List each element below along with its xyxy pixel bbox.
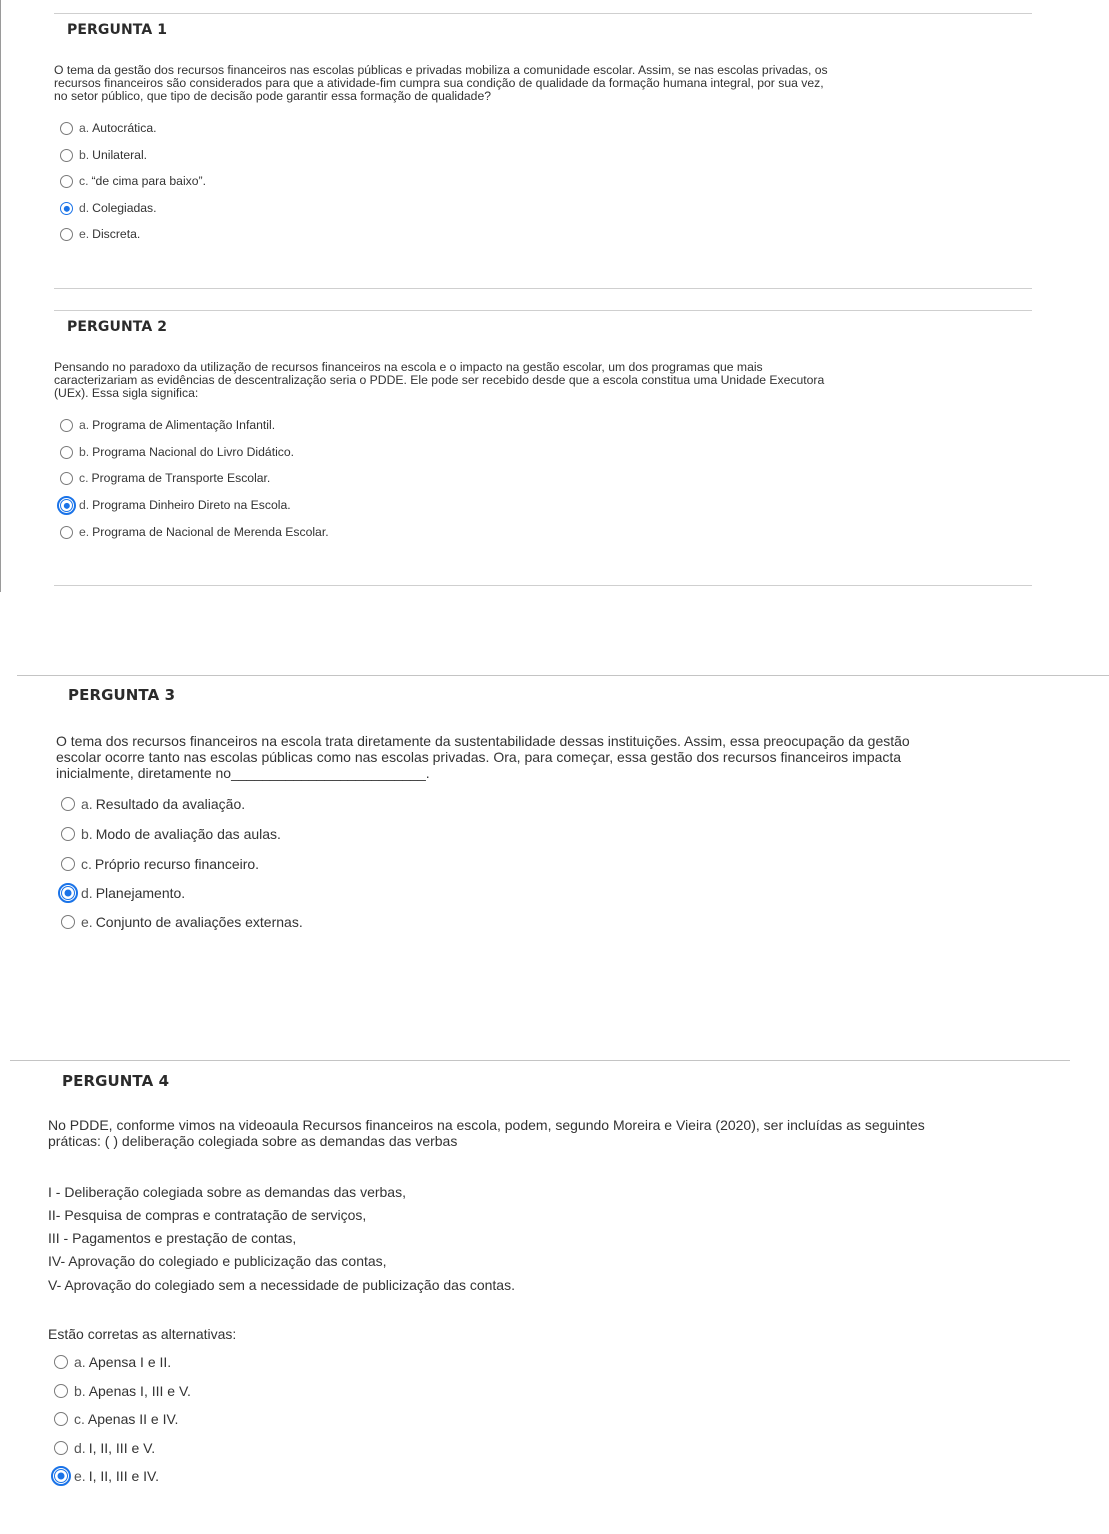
option-letter: b. [79, 148, 90, 162]
option-letter: c. [81, 856, 92, 872]
radio-unchecked-icon[interactable] [61, 915, 75, 929]
radio-unchecked-icon[interactable] [60, 228, 73, 241]
radio-unchecked-icon[interactable] [54, 1384, 68, 1398]
option-letter: a. [81, 796, 93, 812]
radio-unchecked-icon[interactable] [61, 797, 75, 811]
question-3-option-c[interactable] [61, 856, 259, 872]
option-letter: e. [74, 1468, 86, 1484]
question-1-option-b[interactable] [60, 149, 147, 162]
radio-unchecked-icon[interactable] [60, 526, 73, 539]
question-2-option-c[interactable] [60, 472, 270, 485]
option-label: Programa Nacional do Livro Didático. [92, 445, 295, 459]
option-label: Modo de avaliação das aulas. [95, 826, 281, 842]
option-label: Apenas II e IV. [87, 1411, 179, 1427]
divider [54, 585, 1032, 586]
statement-item: I - Deliberação colegiada sobre as demandas das verbas, [48, 1184, 406, 1200]
option-letter: a. [79, 121, 90, 135]
radio-unchecked-icon[interactable] [60, 122, 73, 135]
question-3-option-a[interactable] [61, 796, 245, 812]
question-3-title: PERGUNTA 3 [68, 686, 176, 704]
radio-checked-icon[interactable] [60, 202, 73, 215]
question-4-option-c[interactable] [54, 1411, 178, 1427]
option-label: Colegiadas. [92, 201, 157, 215]
option-letter: e. [79, 227, 90, 241]
option-label: Planejamento. [95, 885, 186, 901]
radio-unchecked-icon[interactable] [60, 446, 73, 459]
option-label: Discreta. [92, 227, 141, 241]
radio-unchecked-icon[interactable] [60, 175, 73, 188]
question-2-title: PERGUNTA 2 [67, 319, 168, 335]
question-4-option-b[interactable] [54, 1383, 191, 1399]
question-1-option-a[interactable] [60, 122, 157, 135]
question-4-option-e[interactable] [54, 1468, 159, 1484]
question-4-option-a[interactable] [54, 1354, 171, 1370]
statement-item: II- Pesquisa de compras e contratação de serviços, [48, 1207, 367, 1223]
option-label: “de cima para baixo”. [91, 174, 206, 188]
question-1-option-c[interactable] [60, 175, 206, 188]
radio-unchecked-icon[interactable] [54, 1412, 68, 1426]
divider [17, 675, 1109, 676]
option-letter: e. [79, 525, 90, 539]
option-letter: c. [79, 471, 89, 485]
option-label: Apenas I, III e V. [88, 1383, 191, 1399]
statement-item: V- Aprovação do colegiado sem a necessidade de publicização das contas. [48, 1277, 515, 1293]
divider [10, 1060, 1070, 1061]
question-4-title: PERGUNTA 4 [62, 1072, 170, 1090]
option-label: Conjunto de avaliações externas. [95, 914, 303, 930]
option-letter: a. [79, 418, 90, 432]
option-letter: d. [74, 1440, 86, 1456]
radio-unchecked-icon[interactable] [61, 857, 75, 871]
question-1-text: O tema da gestão dos recursos financeiros nas escolas públicas e privadas mobiliza a comunidade escolar. Assim, se nas escolas privadas, os recursos financeiros são considerados para que a atividade-fim cumpra sua condição de qualidade da formação humana integral, por sua vez, no setor público, que tipo de decisão pode garantir essa formação de qualidade? [54, 63, 828, 103]
divider [54, 310, 1032, 311]
option-letter: c. [79, 174, 89, 188]
option-label: Programa de Nacional de Merenda Escolar. [92, 525, 329, 539]
question-4-prompt: Estão corretas as alternativas: [48, 1326, 237, 1342]
radio-checked-icon[interactable] [61, 886, 75, 900]
radio-unchecked-icon[interactable] [60, 419, 73, 432]
option-letter: a. [74, 1354, 86, 1370]
option-label: Programa de Transporte Escolar. [91, 471, 271, 485]
question-2-option-d[interactable] [60, 499, 291, 512]
divider [54, 288, 1032, 289]
option-label: Próprio recurso financeiro. [94, 856, 260, 872]
question-3-option-e[interactable] [61, 914, 303, 930]
question-4-option-d[interactable] [54, 1440, 155, 1456]
option-letter: b. [81, 826, 93, 842]
option-letter: e. [81, 914, 93, 930]
question-2-option-e[interactable] [60, 526, 329, 539]
option-label: Programa de Alimentação Infantil. [92, 418, 276, 432]
question-3-option-b[interactable] [61, 826, 281, 842]
radio-unchecked-icon[interactable] [54, 1441, 68, 1455]
option-letter: b. [79, 445, 90, 459]
option-label: Autocrática. [92, 121, 157, 135]
option-letter: b. [74, 1383, 86, 1399]
option-label: Unilateral. [92, 148, 148, 162]
option-label: I, II, III e V. [88, 1440, 156, 1456]
option-letter: d. [81, 885, 93, 901]
option-label: I, II, III e IV. [88, 1468, 159, 1484]
option-letter: d. [79, 201, 90, 215]
radio-checked-icon[interactable] [60, 499, 73, 512]
question-2-option-a[interactable] [60, 419, 275, 432]
divider [54, 13, 1032, 14]
option-label: Apensa I e II. [88, 1354, 172, 1370]
radio-unchecked-icon[interactable] [60, 149, 73, 162]
option-label: Resultado da avaliação. [95, 796, 246, 812]
option-letter: c. [74, 1411, 85, 1427]
question-1-option-e[interactable] [60, 228, 140, 241]
radio-checked-icon[interactable] [54, 1469, 68, 1483]
question-1-option-d[interactable] [60, 202, 157, 215]
radio-unchecked-icon[interactable] [60, 472, 73, 485]
statement-item: III - Pagamentos e prestação de contas, [48, 1230, 297, 1246]
radio-unchecked-icon[interactable] [54, 1355, 68, 1369]
question-2-text: Pensando no paradoxo da utilização de recursos financeiros na escola e o impacto na gestão escolar, um dos programas que mais caracterizariam as evidências de descentralização seria o PDDE. Ele pode ser recebido desde que a escola constitua uma Unidade Executora (UEx). Essa sigla significa: [54, 360, 825, 400]
question-1-title: PERGUNTA 1 [67, 22, 168, 38]
left-border [0, 0, 1, 592]
statement-item: IV- Aprovação do colegiado e publicização das contas, [48, 1253, 387, 1269]
question-3-option-d[interactable] [61, 885, 185, 901]
option-letter: d. [79, 498, 90, 512]
option-label: Programa Dinheiro Direto na Escola. [92, 498, 291, 512]
question-3-text: O tema dos recursos financeiros na escola trata diretamente da sustentabilidade dessas instituições. Assim, essa preocupação da gestão escolar ocorre tanto nas escolas públicas como nas escolas privadas. Ora, para começar, essa gestão dos recursos financeiros impacta inicialmente, diretamente no_________________________. [56, 733, 910, 781]
question-4-text: No PDDE, conforme vimos na videoaula Recursos financeiros na escola, podem, segundo Moreira e Vieira (2020), ser incluídas as seguintes práticas: ( ) deliberação colegiada sobre as demandas das verbas [48, 1117, 925, 1149]
radio-unchecked-icon[interactable] [61, 827, 75, 841]
question-2-option-b[interactable] [60, 446, 294, 459]
